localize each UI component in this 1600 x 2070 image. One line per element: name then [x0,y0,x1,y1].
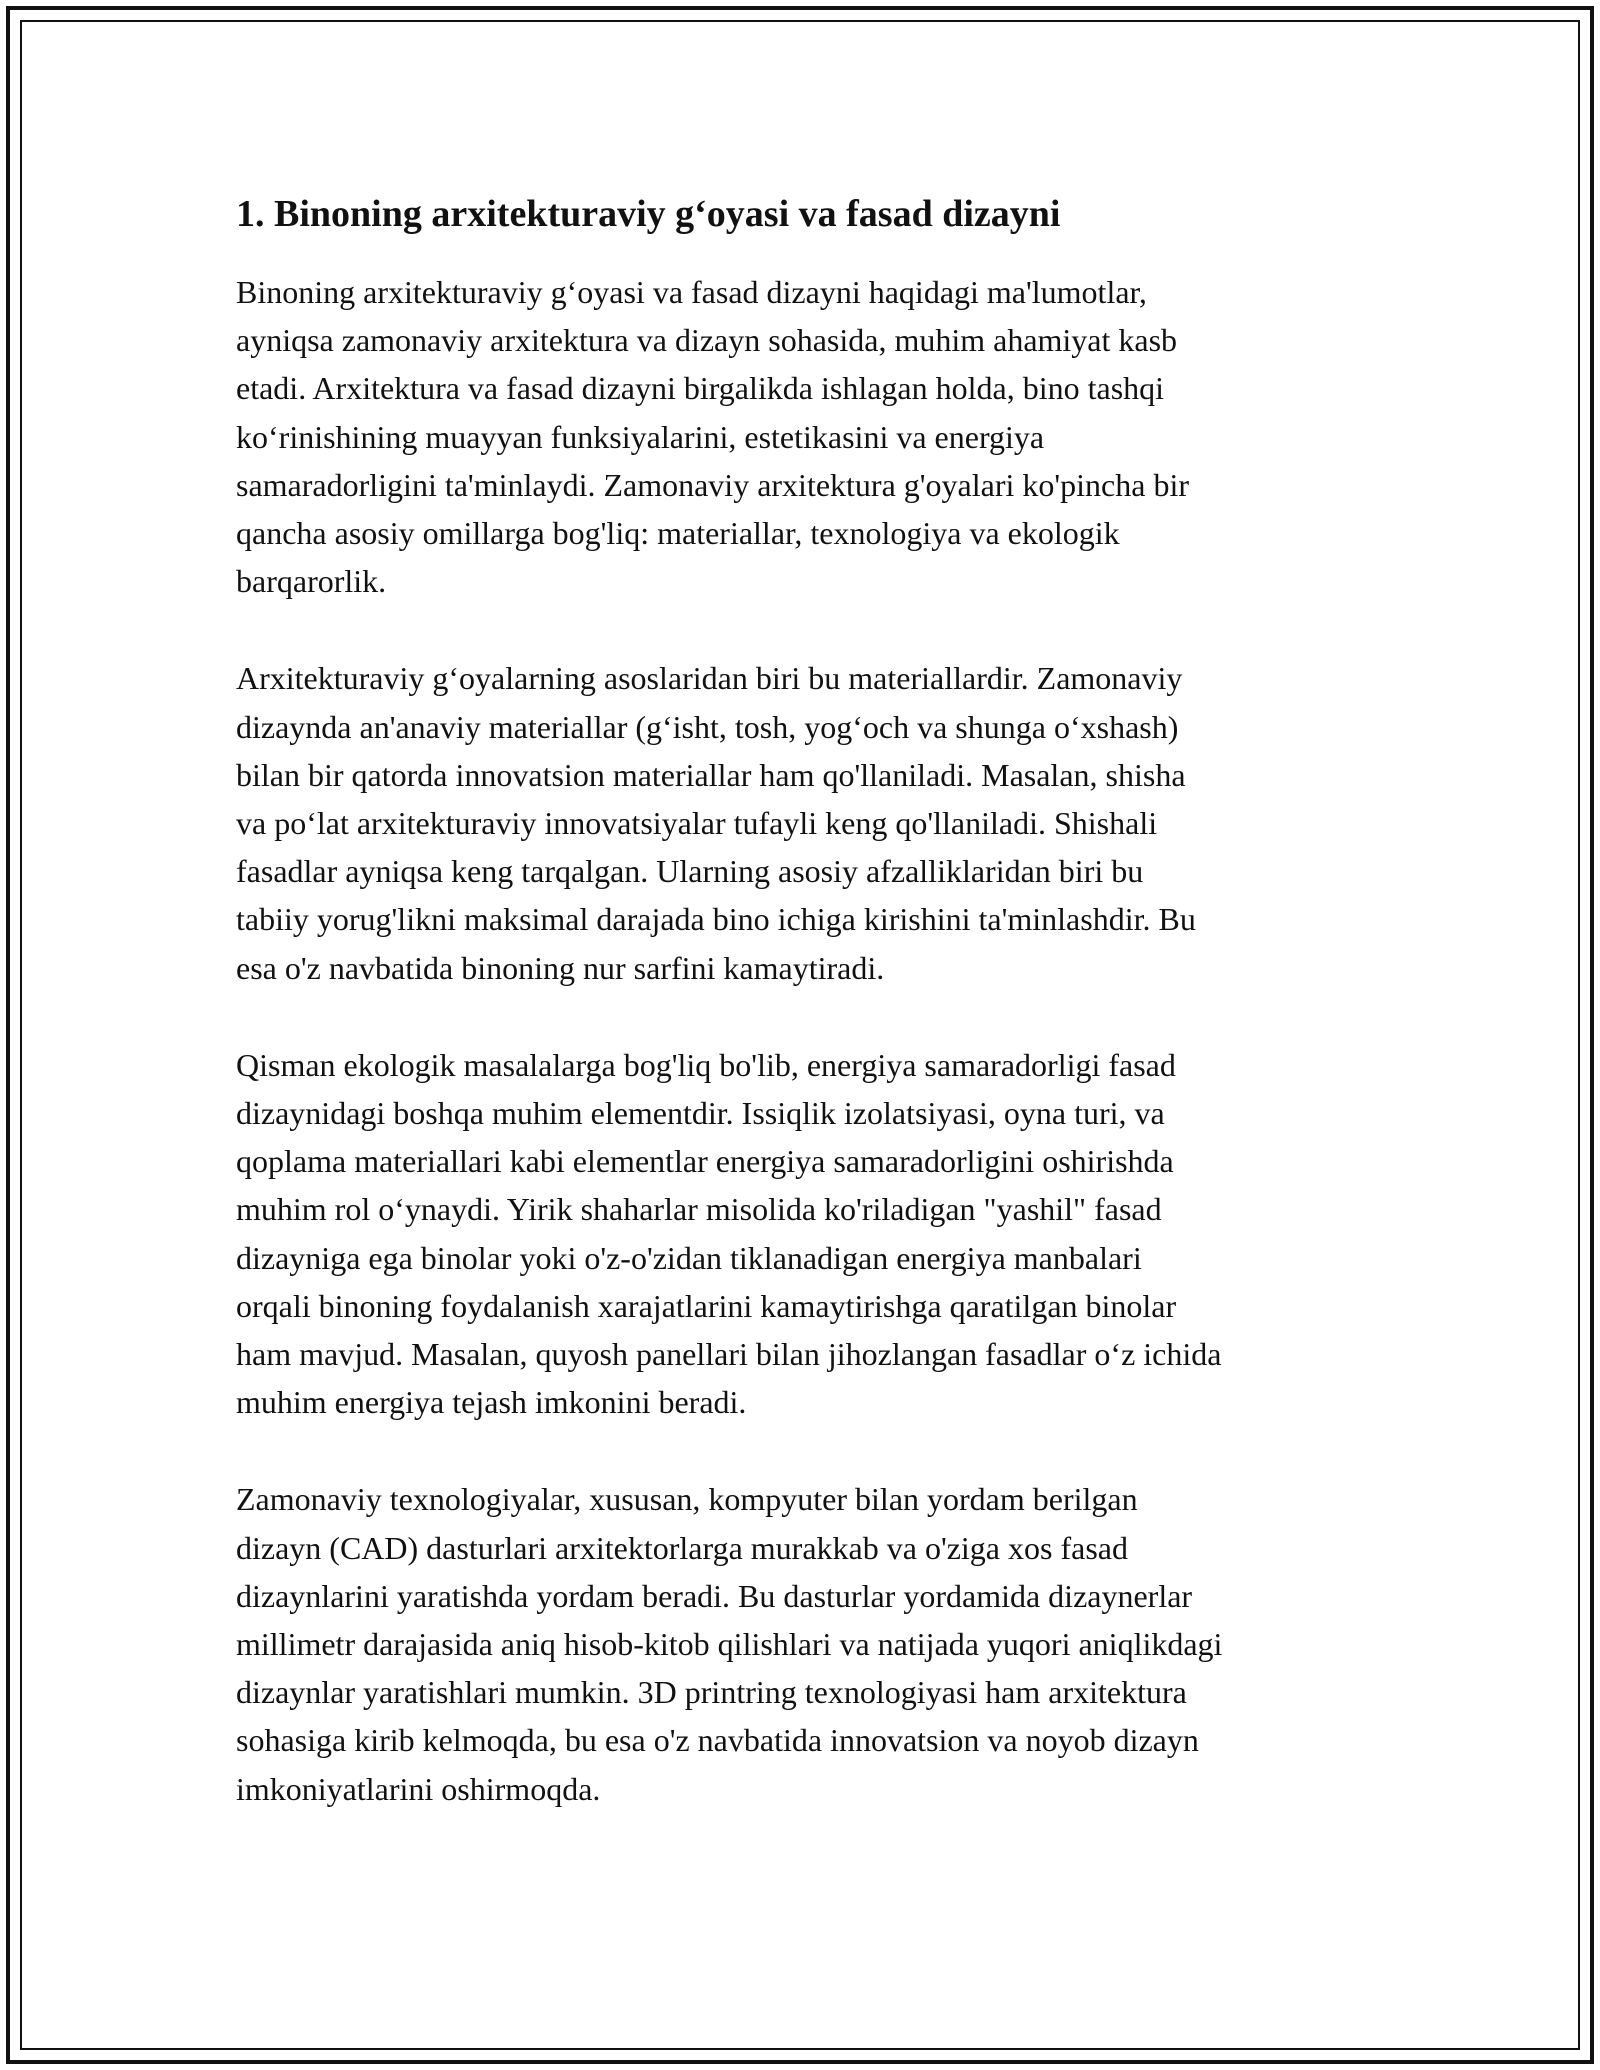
paragraph-line: Qisman ekologik masalalarga bog'liq bo'lib, energiya samaradorligi fasad [236,1046,1176,1083]
paragraph-line: ham mavjud. Masalan, quyosh panellari bilan jihozlangan fasadlar o‘z ichida [236,1336,1222,1373]
paragraph-line: orqali binoning foydalanish xarajatlarini kamaytirishga qaratilgan binolar [236,1287,1177,1324]
paragraph-line: qancha asosiy omillarga bog'liq: materiallar, texnologiya va ekologik [236,515,1120,552]
paragraph-line: Zamonaviy texnologiyalar, xususan, kompyuter bilan yordam berilgan [236,1481,1138,1518]
paragraph-line: Binoning arxitekturaviy g‘oyasi va fasad dizayni haqidagi ma'lumotlar, [236,274,1147,310]
paragraph-line: tabiiy yorug'likni maksimal darajada bino ichiga kirishini ta'minlashdir. Bu [236,901,1196,938]
paragraph-line: dizaynda an'anaviy materiallar (g‘isht, tosh, yog‘och va shunga o‘xshash) [236,708,1179,745]
paragraph-line: ayniqsa zamonaviy arxitektura va dizayn sohasida, muhim ahamiyat kasb [236,322,1178,359]
paragraph-line: esa o'z navbatida binoning nur sarfini kamaytiradi. [236,949,885,986]
paragraph-1 [236,268,1376,605]
paragraph-line: ko‘rinishining muayyan funksiyalarini, estetikasini va energiya [236,418,1045,455]
paragraph-line: dizaynlarini yaratishda yordam beradi. Bu dasturlar yordamida dizaynerlar [236,1577,1193,1614]
paragraph-line: dizayniga ega binolar yoki o'z-o'zidan tiklanadigan energiya manbalari [236,1239,1142,1276]
paragraph-line: samaradorligini ta'minlaydi. Zamonaviy arxitektura g'oyalari ko'pincha bir [236,466,1189,503]
paragraph-line: Arxitekturaviy g‘oyalarning asoslaridan biri bu materiallardir. Zamonaviy [236,660,1183,697]
paragraph-2 [236,654,1376,991]
paragraph-line: muhim rol o‘ynaydi. Yirik shaharlar misolida ko'riladigan "yashil" fasad [236,1191,1162,1228]
paragraph-line: bilan bir qatorda innovatsion materiallar ham qo'llaniladi. Masalan, shisha [236,756,1186,793]
paragraph-line: etadi. Arxitektura va fasad dizayni birgalikda ishlagan holda, bino tashqi [236,370,1165,407]
paragraph-line: barqarorlik. [236,563,387,600]
paragraph-line: millimetr darajasida aniq hisob-kitob qilishlari va natijada yuqori aniqlikdagi [236,1626,1223,1663]
section-heading: 1. Binoning arxitekturaviy g‘oyasi va fasad dizayni [236,193,1061,235]
paragraph-line: dizaynidagi boshqa muhim elementdir. Issiqlik izolatsiyasi, oyna turi, va [236,1095,1165,1132]
paragraph-line: muhim energiya tejash imkonini beradi. [236,1384,747,1421]
paragraph-line: dizaynlar yaratishlari mumkin. 3D printring texnologiyasi ham arxitektura [236,1674,1187,1711]
paragraph-4 [236,1475,1376,1812]
document-body [236,186,1376,1862]
paragraph-line: fasadlar ayniqsa keng tarqalgan. Ularning asosiy afzalliklaridan biri bu [236,853,1144,890]
paragraph-line: sohasiga kirib kelmoqda, bu esa o'z navbatida innovatsion va noyob dizayn [236,1722,1199,1759]
paragraph-line: imkoniyatlarini oshirmoqda. [236,1770,601,1807]
paragraph-line: qoplama materiallari kabi elementlar energiya samaradorligini oshirishda [236,1143,1174,1180]
paragraph-line: dizayn (CAD) dasturlari arxitektorlarga murakkab va o'ziga xos fasad [236,1529,1128,1566]
paragraph-3 [236,1041,1376,1427]
paragraph-line: va po‘lat arxitekturaviy innovatsiyalar tufayli keng qo'llaniladi. Shishali [236,805,1158,842]
